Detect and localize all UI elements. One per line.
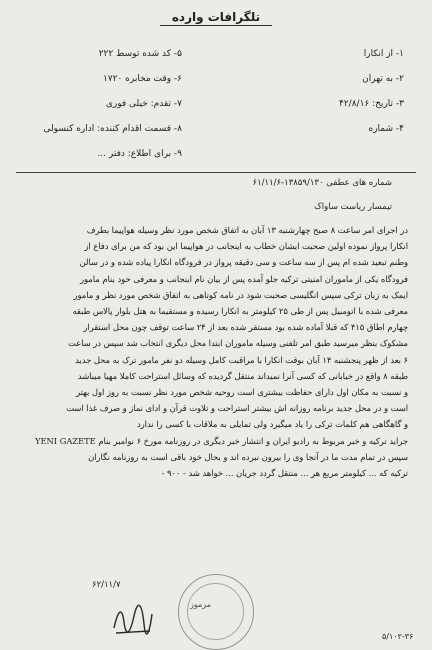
header-field-to: ۲- به تهران [362, 74, 404, 84]
body-line: ۶ بعد از ظهر پنجشنبه ۱۴ آبان بوقت انکارا با مراقبت کامل وسیله دو نفر مامور ترک به محل جدید [75, 354, 408, 365]
header-field-coded-by: ۵- کد شده توسط ۲۲۲ [98, 49, 182, 59]
body-line: است و در محل جدید برنامه روزانه اش بیشتر استراحت و تلاوت قرآن و ادای نماز و صرف غذا است [66, 403, 408, 414]
body-line: فرودگاه یکی از ماموران امنیتی ترکیه جلو آمده پس از بیان نام اینجانب و معرفی خود بنام مامور [80, 273, 408, 284]
seal-text: مرموز [190, 600, 211, 609]
header-field-send-time: ۶- وقت مخابره ۱۷۲۰ [102, 74, 182, 84]
signature-date: ۶۲/۱۱/۷ [92, 580, 121, 590]
header-fields-left [12, 42, 182, 167]
header-field-from: ۱- از انکارا [363, 49, 404, 59]
telegram-body [18, 222, 408, 481]
official-seal [178, 574, 254, 650]
body-line: سپس در تمام مدت ما در آنجا وی را بیرون نبرده اند و بحال خود باقی است به روزنامه نگاران [88, 451, 408, 462]
body-line: معرفی شده با اتومبیل پس از طی ۲۵ کیلومتر به انکارا رسیده و مستقیما به هتل بلوار پالاس طبقه [72, 306, 408, 317]
header-field-for-info: ۹- برای اطلاع: دفتر ... [97, 149, 182, 159]
header-field-date: ۳- تاریخ: ۴۲/۸/۱۶ [339, 99, 404, 109]
header-field-priority: ۷- تقدم: خیلی فوری [105, 99, 182, 109]
body-line: ترکیه که ... کیلومتر مربع هر ... منتقل گردد جریان ... خواهد شد - ۹۰۰ - [161, 468, 408, 479]
body-line: در اجرای امر ساعت ۸ صبح چهارشنبه ۱۳ آبان به اتفاق شخص مورد نظر وسیله هواپیما بطرف [86, 225, 408, 235]
reference-numbers: شماره های عطفی ۱۳۸۵۹/۱۳۰-۶۱/۱۱/۶ [252, 178, 392, 188]
header-field-number: ۴- شماره [368, 124, 404, 134]
body-line: انکارا پرواز نموده اولین صحبت ایشان خطاب به اینجانب در هواپیما این بود که من برای دفاع از [84, 241, 408, 252]
body-line: جراید ترکیه و خبر مربوط به رادیو ایران و انتشار خبر دیگری در روزنامه مورخ ۶ نوامبر بنام YENI GAZETE [34, 435, 408, 446]
header-fields-right [199, 42, 404, 142]
title-underline [160, 25, 272, 26]
body-line: ایمک به زبان ترکی سپس انگلیسی صحبت شود در نامه کوتاهی به اتفاق شخص مورد نظر و مامور [73, 289, 408, 300]
handwritten-signature [110, 600, 155, 638]
header-field-action-dept: ۸- قسمت اقدام کننده: اداره کنسولی [43, 124, 182, 134]
footer-number: ۵/۱۰۲-۳۶ [382, 632, 414, 641]
body-line: چهارم اطاق ۴۱۵ که قبلا آماده شده بود مستقر شده بعد از ۲۴ ساعت توقف چون محل استقرار [83, 322, 408, 333]
body-line: وطنم تبعید شده ام پس از سه ساعت و سی دقیقه پرواز در فرودگاه انکارا پیاده شده و در سالن [79, 257, 408, 268]
body-line: مشکوک بنظر میرسید طبق امر تلفنی وسیله ماموران ابتدا محل دیگری انتخاب شد سپس در ساعت [68, 338, 408, 349]
addressee: تیمسار ریاست ساواک [314, 202, 392, 212]
body-line: و گاهگاهی هم کلمات ترکی را یاد میگیرد ولی تمایلی به ملاقات با کسی را ندارد [136, 419, 408, 430]
body-line: و نسبت به مکان اول دارای حفاظت بیشتری است روحیه شخص مورد نظر نسبت به روز اول بهتر [76, 387, 408, 398]
document-title: تلگرافات وارده [171, 10, 261, 24]
body-line: طبقه ۸ واقع در خیابانی که کسی آنرا نمیداند منتقل گردیده که وسائل استراحت کاملا مهیا میباشد [77, 370, 408, 381]
header-divider [16, 172, 416, 173]
